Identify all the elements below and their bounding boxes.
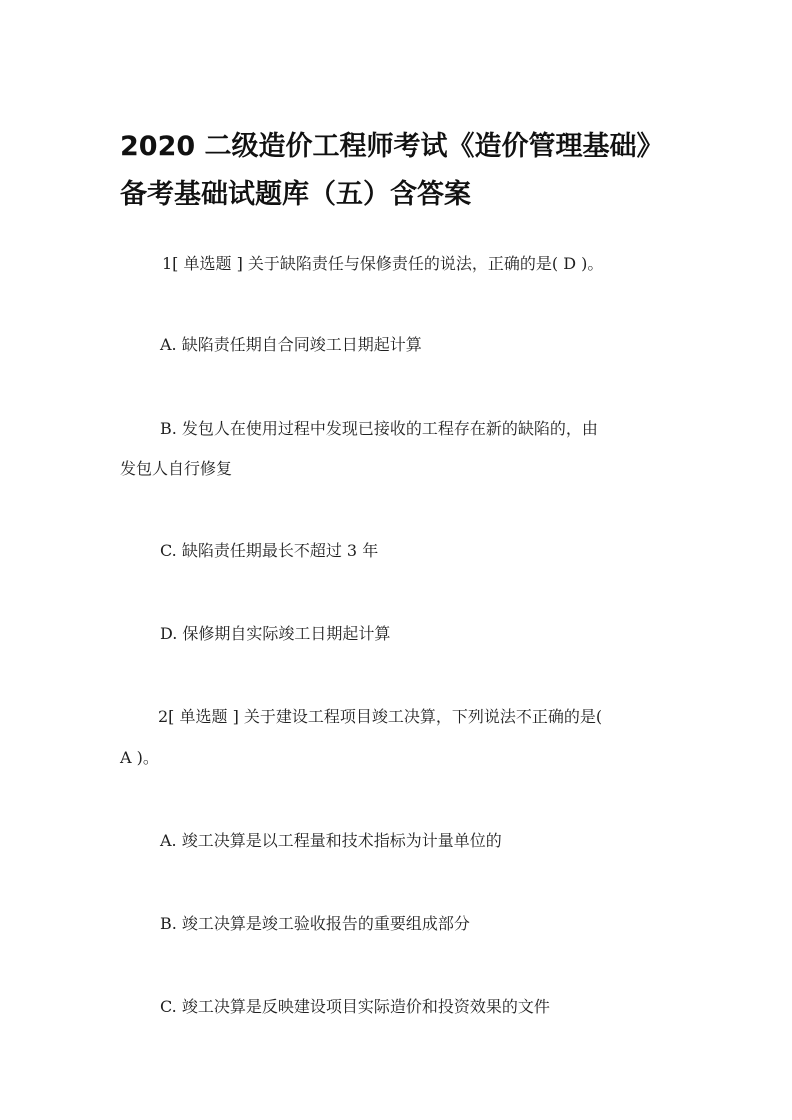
question-2-option-a: A. 竣工决算是以工程量和技术指标为计量单位的	[160, 831, 502, 850]
document-title-line2: 备考基础试题库（五）含答案	[120, 179, 471, 210]
question-2-option-b: B. 竣工决算是竣工验收报告的重要组成部分	[160, 914, 470, 933]
question-1-option-c: C. 缺陷责任期最长不超过 3 年	[160, 541, 379, 560]
question-2-stem: 2[ 单选题 ] 关于建设工程项目竣工决算，下列说法不正确的是(	[158, 707, 603, 726]
question-1-option-b-continued: 发包人自行修复	[120, 459, 233, 478]
question-1-option-a: A. 缺陷责任期自合同竣工日期起计算	[160, 335, 422, 354]
question-1-stem: 1[ 单选题 ] 关于缺陷责任与保修责任的说法，正确的是( D )。	[162, 254, 604, 273]
document-title-line1: 2020 二级造价工程师考试《造价管理基础》	[120, 131, 664, 162]
question-1-option-d: D. 保修期自实际竣工日期起计算	[160, 624, 391, 643]
question-2-stem-continued: A )。	[120, 748, 159, 767]
question-1-option-b: B. 发包人在使用过程中发现已接收的工程存在新的缺陷的，由	[160, 419, 598, 438]
question-2-option-c: C. 竣工决算是反映建设项目实际造价和投资效果的文件	[160, 997, 550, 1016]
